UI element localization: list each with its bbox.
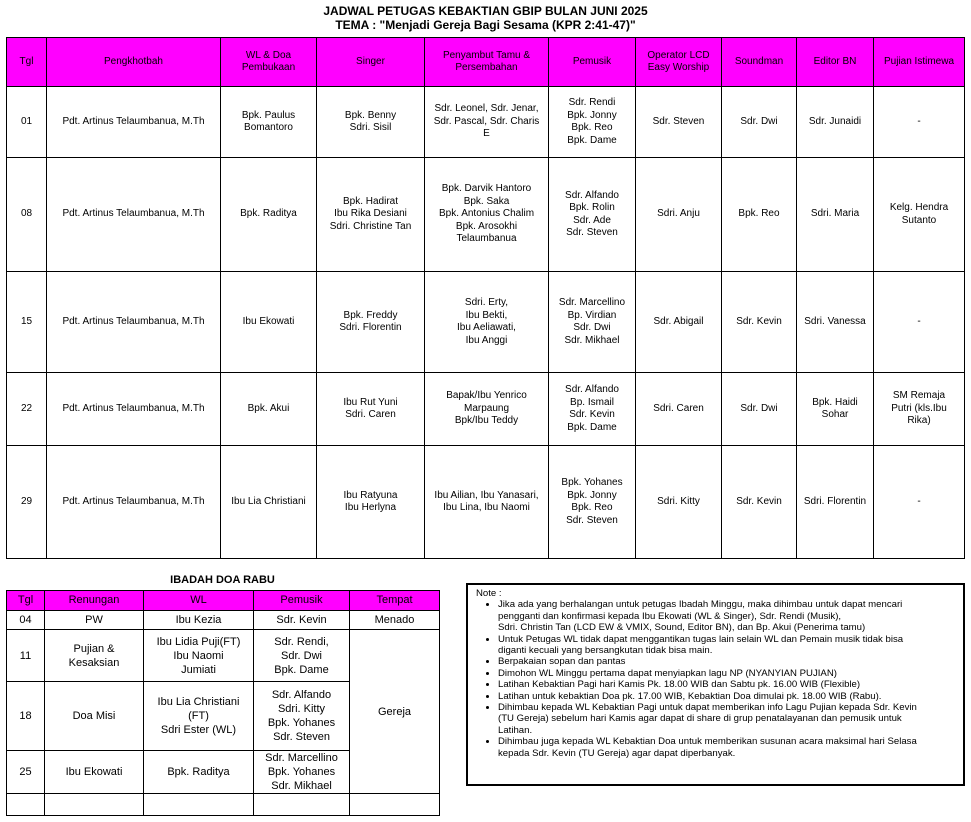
note-item [498,634,955,657]
cell-line: Doa Misi [72,710,116,722]
operator-cell: Sdri. Caren [636,373,722,446]
wl-cell [221,272,317,373]
preacher-cell: Pdt. Artinus Telaumbanua, M.Th [47,272,221,373]
singer-cell [317,373,425,446]
cell-line: (TU Gereja) sebelum hari Kamis agar dapat di share di grup penatalayanan dan pemusik untuk [498,713,902,725]
note-item [498,656,955,667]
cell-line: kepada Sdr. Kevin (TU Gereja) agar dapat diperbanyak. [498,747,736,759]
empty-cell [350,794,440,816]
special-song-cell [874,87,965,158]
soundman-cell: Bpk. Reo [722,158,797,272]
table-row [7,158,965,272]
date-cell: 15 [7,272,47,373]
special-song-cell [874,446,965,559]
cell-line: SM Remaja [892,390,946,402]
cell-line: Sdr. Alfando [271,689,332,701]
main-header-row [7,38,965,87]
note-item [498,668,955,679]
date-cell: 18 [7,682,45,751]
soundman-cell: Sdr. Dwi [722,373,797,446]
column-header: Tgl [7,38,47,87]
cell-line: Sdr. Steven [566,514,618,526]
wl-cell [221,446,317,559]
usher-cell [425,87,549,158]
cell-line: Ibu Lidia Puji(FT) [156,635,241,648]
table-row [7,272,965,373]
cell-line: • Dimohon WL Minggu pertama dapat menyiapkan lagu NP (NYANYIAN PUJIAN) [498,667,837,679]
cell-line: Kesaksian [68,656,120,669]
cell-line: - [917,315,921,327]
cell-line: (FT) [188,710,209,722]
cell-line: Ibu Ratyuna [343,489,398,501]
table-row [7,630,440,682]
rabu-title: IBADAH DOA RABU [170,574,275,586]
date-cell: 25 [7,751,45,794]
cell-line: Ibu Rika Desiani [334,208,407,220]
wl-cell [144,751,254,794]
cell-line: • Latihan untuk kebaktian Doa pk. 17.00 WIB, Kebaktian Doa dimulai pk. 18.00 WIB (Rabu). [498,690,882,702]
operator-cell: Sdri. Kitty [636,446,722,559]
preacher-cell: Pdt. Artinus Telaumbanua, M.Th [47,373,221,446]
musician-cell [549,272,636,373]
cell-line: Jumiati [181,663,216,676]
column-header: Pemusik [549,38,636,87]
column-header: WL [144,591,254,611]
cell-line: diganti kecuali yang bersangkutan tidak bisa main. [498,645,713,657]
cell-line: Ibu Ailian, Ibu Yanasari, [434,489,539,501]
date-cell: 11 [7,630,45,682]
place-cell: Gereja [350,630,440,794]
special-song-cell [874,373,965,446]
note-label: Note : [476,588,502,599]
cell-line: Bpk. Yohanes [561,477,623,488]
editor-cell [797,87,874,158]
column-header: Penyambut Tamu & Persembahan [425,38,549,87]
musician-cell [549,158,636,272]
cell-line: Bpk. Akui [247,402,290,414]
cell-line: Sdr. Pascal, Sdr. Charis [433,115,540,127]
wl-cell [221,373,317,446]
musician-cell [254,611,350,630]
preacher-cell: Pdt. Artinus Telaumbanua, M.Th [47,446,221,559]
cell-line: Sdri Ester (WL) [160,724,237,736]
cell-line: Bapak/Ibu Yenrico [446,390,527,402]
column-header: WL & Doa Pembukaan [221,38,317,87]
cell-line: Sutanto [901,214,937,226]
cell-line: Ibu Lina, Ibu Naomi [443,502,530,513]
cell-line: Bpk. Jonny [567,489,617,501]
table-row [7,373,965,446]
cell-line: Bpk. Darvik Hantoro [441,183,532,195]
cell-line: pengganti dan konfirmasi kepada Ibu Ekowati (WL & Singer), Sdr. Rendi (Musik), [498,610,842,622]
page-theme: TEMA : "Menjadi Gereja Bagi Sesama (KPR 2:41-47)" [335,18,636,32]
musician-cell [254,751,350,794]
cell-line: Sdri. Maria [810,208,860,220]
cell-line: Ibu Aeliawati, [457,322,516,333]
cell-line: • Dihimbau juga kepada WL Kebaktian Doa untuk memberikan susunan acara maksimal hari Selasa [498,736,917,748]
cell-line: Ibu Kezia [175,614,222,626]
cell-line: Bpk. Antonius Chalim [438,208,535,220]
devotion-cell [45,682,144,751]
cell-line: PW [85,614,103,626]
wl-cell [144,611,254,630]
cell-line: Ibu Ekowati [65,766,123,778]
editor-cell [797,373,874,446]
soundman-cell: Sdr. Kevin [722,272,797,373]
cell-line: Sdr. Rendi [568,97,616,108]
cell-line: Sdr. Mikhael [271,780,332,792]
cell-line: Bpk. Dame [567,134,617,146]
musician-cell [254,630,350,682]
singer-cell [317,158,425,272]
table-row [7,611,440,630]
cell-line: Bomantoro [244,122,293,133]
cell-line: Bpk. Dame [567,421,617,433]
usher-cell [425,158,549,272]
cell-line: Ibu Ekowati [242,315,295,327]
wl-cell [221,158,317,272]
cell-line: Ibu Naomi [173,649,224,662]
cell-line: Bpk. Yohanes [267,766,336,778]
cell-line: Bpk. Jonny [567,109,617,121]
column-header: Tempat [350,591,440,611]
date-cell: 22 [7,373,47,446]
singer-cell [317,446,425,559]
devotion-cell [45,630,144,682]
cell-line: Sdr. Kevin [569,409,615,420]
operator-cell: Sdri. Anju [636,158,722,272]
cell-line: Sdr. Steven [566,227,618,238]
note-box [466,583,965,786]
cell-line: Sdri. Kitty [277,703,326,715]
special-song-cell [874,272,965,373]
note-item [498,736,955,759]
note-list [476,599,955,759]
cell-line: Bp. Virdian [567,309,617,321]
cell-line: Latihan. [498,724,533,736]
editor-cell [797,158,874,272]
cell-line: Bpk/Ibu Teddy [454,415,519,427]
empty-cell [144,794,254,816]
cell-line: Sohar [821,409,849,420]
rabu-schedule-table [6,590,440,816]
cell-line: Rika) [907,415,931,427]
cell-line: Bpk. Raditya [167,766,230,778]
cell-line: Sdr. Steven [273,731,330,743]
cell-line: Sdr. Leonel, Sdr. Jenar, [434,103,539,115]
column-header: Renungan [45,591,144,611]
cell-line: Sdr. Dwi [573,322,611,333]
musician-cell [549,373,636,446]
editor-cell [797,272,874,373]
column-header: Editor BN [797,38,874,87]
cell-line: Bpk. Paulus [241,109,296,121]
preacher-cell: Pdt. Artinus Telaumbanua, M.Th [47,158,221,272]
cell-line: Ibu Rut Yuni [343,396,398,408]
wl-cell [144,682,254,751]
cell-line: • Latihan Kebaktian Pagi hari Kamis Pk. 18.00 WIB dan Sabtu pk. 16.00 WIB (Flexible) [498,679,861,691]
cell-line: Bpk. Freddy [343,309,398,321]
cell-line: Sdr. Marcellino [265,752,338,764]
note-item [498,599,955,633]
special-song-cell [874,158,965,272]
devotion-cell [45,751,144,794]
cell-line: Sdr. Rendi, [274,635,329,648]
date-cell: 04 [7,611,45,630]
cell-line: Bpk. Reo [571,122,613,133]
cell-line: Bpk. Arosokhi [455,220,518,232]
date-cell: 08 [7,158,47,272]
empty-cell [7,794,45,816]
usher-cell [425,373,549,446]
cell-line: Bp. Ismail [570,396,614,408]
cell-line: Bpk. Saka [463,195,510,207]
cell-line: - [917,115,921,127]
singer-cell [317,272,425,373]
place-cell: Menado [350,611,440,630]
soundman-cell: Sdr. Dwi [722,87,797,158]
main-schedule-table [6,37,965,559]
cell-line: Ibu Lia Christiani [157,696,240,708]
column-header: Singer [317,38,425,87]
cell-line: Sdri. Christin Tan (LCD EW & VMIX, Sound, Editor BN), dan Bp. Akui (Penerima tamu) [498,622,866,634]
cell-line: Sdri. Sisil [349,122,392,133]
wl-cell [221,87,317,158]
cell-line: Bpk. Reo [571,502,613,513]
preacher-cell: Pdt. Artinus Telaumbanua, M.Th [47,87,221,158]
note-item [498,702,955,736]
musician-cell [549,446,636,559]
cell-line: Sdr. Ade [573,214,611,226]
musician-cell [549,87,636,158]
usher-cell [425,446,549,559]
cell-line: Putri (kls.Ibu [891,402,947,414]
cell-line: Telaumbanua [456,233,517,245]
cell-line: Sdri. Caren [345,409,396,420]
cell-line: Sdr. Kevin [276,614,327,626]
cell-line: Sdri. Christine Tan [329,220,412,232]
cell-line: Pujian & [73,642,115,655]
cell-line: Bpk. Haidi [812,396,858,408]
cell-line: Sdr. Marcellino [558,297,626,308]
editor-cell [797,446,874,559]
cell-line: Bpk. Dame [274,663,329,676]
cell-line: Ibu Bekti, [465,309,508,321]
column-header: Tgl [7,591,45,611]
column-header: Pemusik [254,591,350,611]
table-row [7,446,965,559]
empty-cell [45,794,144,816]
cell-line: • Untuk Petugas WL tidak dapat menggantikan tugas lain selain WL dan Pemain musik tidak bisa [498,633,904,645]
cell-line: • Berpakaian sopan dan pantas [498,656,626,668]
cell-line: Sdr. Alfando [565,384,619,395]
empty-cell [254,794,350,816]
rabu-header-row [7,591,440,611]
page-title: JADWAL PETUGAS KEBAKTIAN GBIP BULAN JUNI 2025 [323,4,648,18]
cell-line: Ibu Lia Christiani [231,495,306,507]
cell-line: Bpk. Hadirat [342,195,399,207]
cell-line: Bpk. Rolin [569,202,615,213]
empty-row [7,794,440,816]
cell-line: Marpaung [463,402,510,414]
cell-line: Bpk. Yohanes [267,717,336,729]
wl-cell [144,630,254,682]
cell-line: Sdr. Junaidi [808,115,862,127]
cell-line: • Dihimbau kepada WL Kebaktian Pagi untuk dapat memberikan info Lagu Pujian kepada Sdr. Kevin [498,702,917,714]
operator-cell: Sdr. Abigail [636,272,722,373]
date-cell: 01 [7,87,47,158]
column-header: Pengkhotbah [47,38,221,87]
cell-line: Sdri. Florentin [803,495,867,507]
devotion-cell [45,611,144,630]
note-item [498,679,955,690]
operator-cell: Sdr. Steven [636,87,722,158]
cell-line: Bpk. Raditya [240,208,297,220]
cell-line: • Jika ada yang berhalangan untuk petugas Ibadah Minggu, maka dihimbau untuk dapat mencari [498,599,903,611]
cell-line: E [483,128,490,140]
singer-cell [317,87,425,158]
cell-line: Sdr. Alfando [565,189,619,201]
cell-line: Sdr. Mikhael [564,334,620,346]
note-item [498,691,955,702]
cell-line: Sdri. Florentin [339,322,402,333]
table-row [7,87,965,158]
cell-line: Ibu Anggi [465,334,508,346]
cell-line: - [917,495,921,507]
cell-line: Ibu Herlyna [344,502,397,513]
soundman-cell: Sdr. Kevin [722,446,797,559]
date-cell: 29 [7,446,47,559]
cell-line: Kelg. Hendra [889,202,949,213]
musician-cell [254,682,350,751]
cell-line: Sdri. Erty, [464,297,509,308]
column-header: Operator LCD Easy Worship [636,38,722,87]
column-header: Pujian Istimewa [874,38,965,87]
column-header: Soundman [722,38,797,87]
usher-cell [425,272,549,373]
cell-line: Bpk. Benny [344,109,397,121]
cell-line: Sdri. Vanessa [804,315,866,327]
cell-line: Sdr. Dwi [281,649,322,662]
